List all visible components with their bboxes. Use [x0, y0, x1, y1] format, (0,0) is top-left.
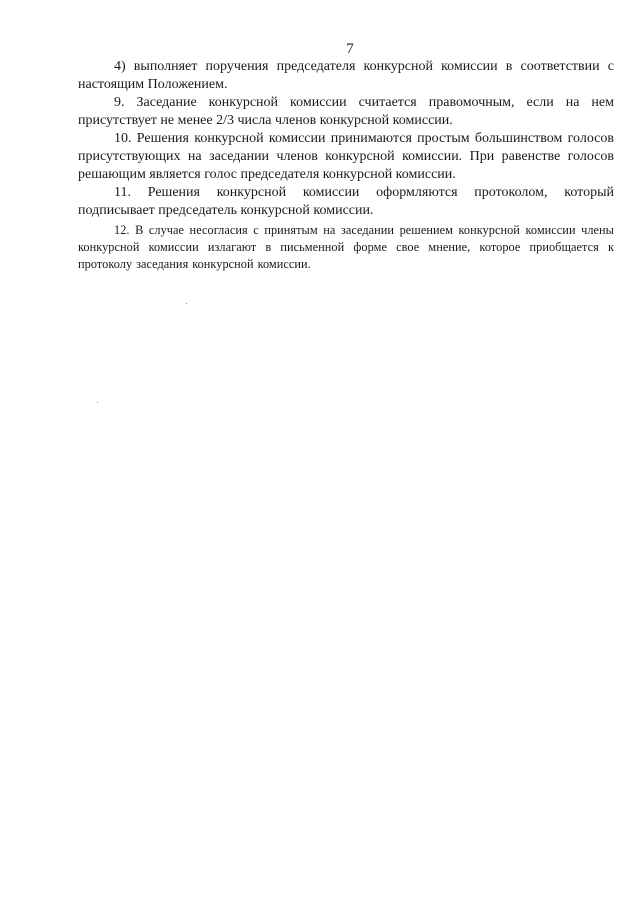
document-body — [78, 58, 614, 273]
page-number: 7 — [346, 41, 354, 57]
paragraph-clause-10: 10. Решения конкурсной комиссии принимаются простым большинством голосов присутствующих на заседании членов конкурсной комиссии. При равенстве голосов решающим является голос председателя конкурсной комиссии. — [78, 131, 614, 182]
paragraph-clause-12: 12. В случае несогласия с принятым на заседании решением конкурсной комиссии члены конкурсной комиссии излагают в письменной форме свое мнение, которое приобщается к протоколу заседания конкурсной комиссии. — [78, 223, 614, 271]
scan-speck — [97, 402, 98, 403]
paragraph-item-4: 4) выполняет поручения председателя конкурсной комиссии в соответствии с настоящим Положением. — [78, 59, 614, 92]
paragraph-clause-9: 9. Заседание конкурсной комиссии считается правомочным, если на нем присутствует не менее 2/3 числа членов конкурсной комиссии. — [78, 95, 614, 128]
scan-speck — [186, 303, 187, 304]
paragraph-clause-11: 11. Решения конкурсной комиссии оформляются протоколом, который подписывает председатель конкурсной комиссии. — [78, 185, 614, 218]
